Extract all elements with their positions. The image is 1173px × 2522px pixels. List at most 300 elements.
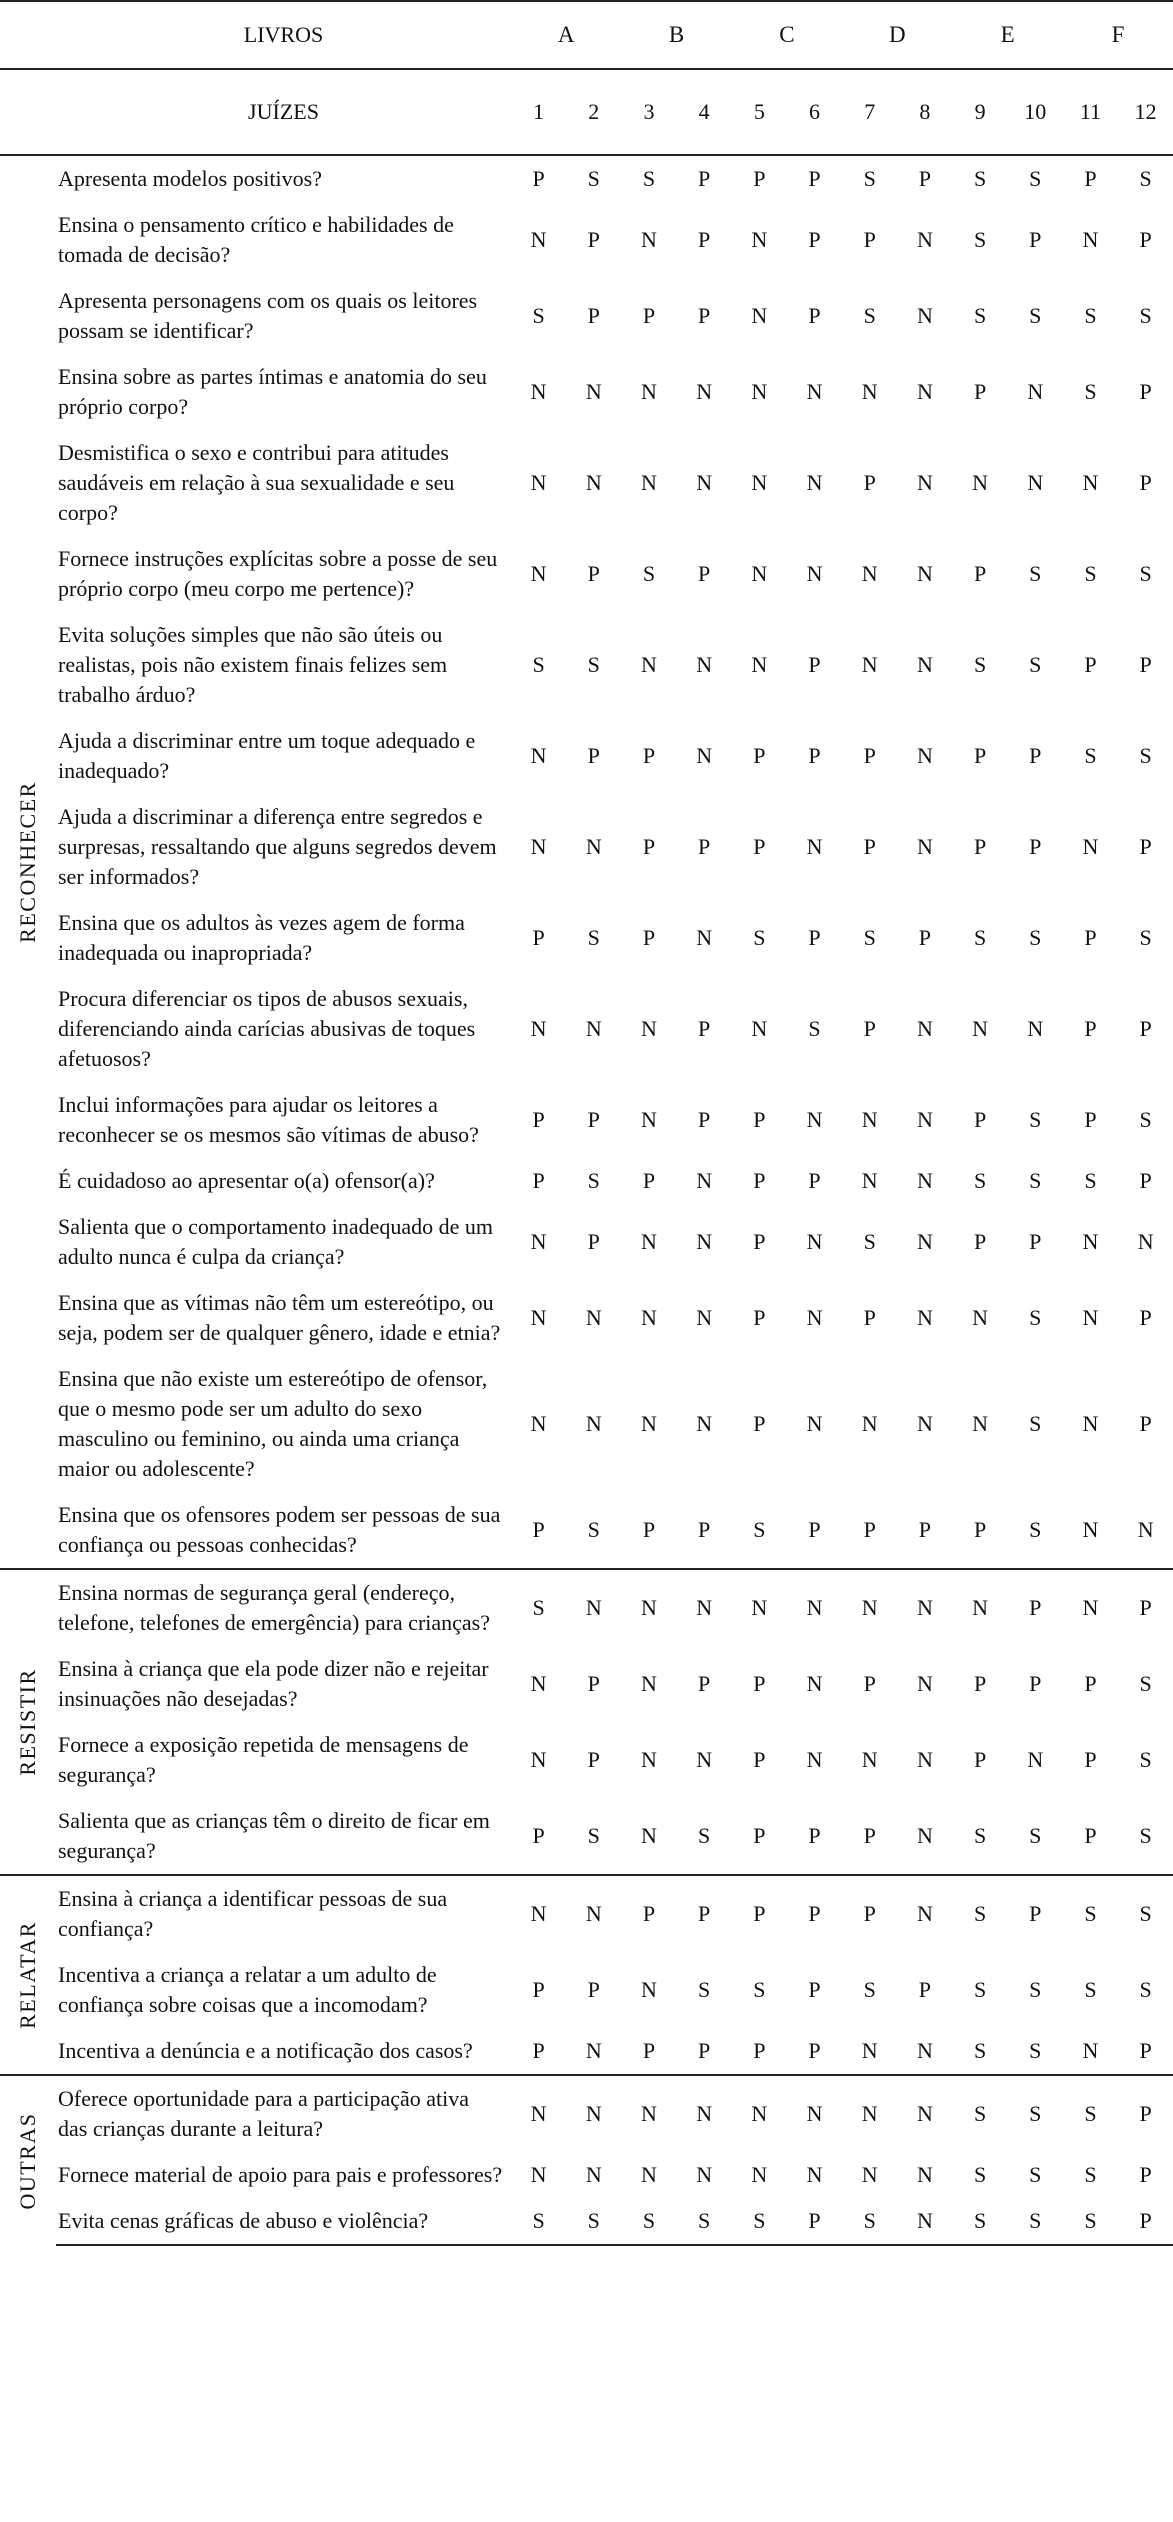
rating-cell: P [587, 1747, 600, 1772]
rating-cell: P [698, 1517, 711, 1542]
rating-cell: S [1029, 1823, 1042, 1848]
rating-cell: S [1084, 1977, 1097, 2002]
rating-cell: N [585, 834, 602, 859]
rating-cell: S [808, 1016, 821, 1041]
rating-cell: P [587, 1229, 600, 1254]
rating-cell: P [698, 1016, 711, 1041]
rating-cell: P [808, 1823, 821, 1848]
question-text: Incentiva a criança a relatar a um adulto de confiança sobre coisas que a incomodam? [58, 1962, 437, 2017]
rating-cell: S [1139, 561, 1152, 586]
table-row [0, 1646, 1173, 1722]
rating-cell: P [1139, 1305, 1152, 1330]
question-text: Ensina sobre as partes íntimas e anatomia do seu próprio corpo? [58, 364, 487, 419]
rating-cell: S [1063, 2075, 1118, 2152]
rating-cell: P [863, 1517, 876, 1542]
judges-header-row [0, 69, 1173, 155]
section-cell [0, 2075, 56, 2245]
rating-cell: N [530, 379, 547, 404]
rating-cell: N [641, 1107, 657, 1132]
rating-cell: S [621, 155, 676, 202]
question-text: Ensina normas de segurança geral (endereço, telefone, telefones de emergência) para crianças? [56, 1569, 511, 1646]
section-cell [0, 155, 56, 1569]
rating-cell: P [698, 2038, 711, 2063]
rating-cell: N [621, 1569, 676, 1646]
judge-header: 10 [1008, 69, 1063, 155]
rating-cell: N [530, 1411, 547, 1436]
rating-cell: N [916, 834, 933, 859]
question-text: Ajuda a discriminar entre um toque adequado e inadequado? [58, 728, 476, 783]
rating-cell: P [532, 1168, 545, 1193]
rating-cell: P [1139, 1016, 1152, 1041]
rating-cell: N [916, 1016, 933, 1041]
rating-cell: N [916, 379, 933, 404]
rating-cell: N [1027, 1016, 1044, 1041]
rating-cell: P [1084, 1107, 1097, 1132]
rating-cell: S [1084, 1168, 1097, 1193]
judge-header: 8 [897, 69, 952, 155]
question-text: Desmistifica o sexo e contribui para atitudes saudáveis em relação à sua sexualidade e seu corpo? [58, 440, 455, 525]
rating-cell: N [1082, 1229, 1099, 1254]
rating-cell: S [1118, 1875, 1173, 1952]
rating-cell: P [698, 303, 711, 328]
rating-cell: P [973, 1671, 987, 1696]
rating-cell: N [972, 1305, 989, 1330]
rating-cell: N [641, 652, 657, 677]
rating-cell: N [751, 2162, 768, 2187]
rating-cell: S [732, 2198, 787, 2245]
rating-cell: P [973, 743, 987, 768]
rating-cell: P [863, 1016, 876, 1041]
rating-cell: S [863, 303, 876, 328]
judge-header: 6 [787, 69, 842, 155]
rating-cell: P [532, 2038, 545, 2063]
judge-header: 11 [1063, 69, 1118, 155]
rating-cell: P [1029, 227, 1042, 252]
section-label: OUTRAS [15, 2111, 40, 2210]
rating-cell: S [1084, 379, 1097, 404]
rating-cell: N [1027, 1747, 1044, 1772]
rating-cell: P [753, 743, 766, 768]
section-cell [0, 1569, 56, 1875]
rating-cell: P [677, 155, 732, 202]
rating-cell: S [863, 1229, 876, 1254]
rating-cell: N [972, 1016, 989, 1041]
rating-cell: N [732, 1569, 787, 1646]
book-a-header: A [511, 1, 621, 69]
rating-cell: P [897, 155, 952, 202]
rating-cell: P [808, 2038, 821, 2063]
rating-cell: N [861, 1107, 878, 1132]
rating-cell: N [641, 2162, 657, 2187]
book-c-header: C [732, 1, 842, 69]
rating-cell: N [916, 2162, 933, 2187]
table-row [0, 202, 1173, 278]
rating-cell: S [753, 1977, 766, 2002]
rating-cell: N [916, 470, 933, 495]
rating-cell: S [587, 925, 600, 950]
rating-cell: S [1118, 155, 1173, 202]
table-row [0, 155, 1173, 202]
question-text: Ensina que as vítimas não têm um estereótipo, ou seja, podem ser de qualquer gênero, idade e etnia? [58, 1290, 501, 1345]
rating-cell: S [511, 1569, 566, 1646]
rating-cell: P [532, 1977, 545, 2002]
rating-cell: P [787, 2198, 842, 2245]
rating-cell: N [677, 2075, 732, 2152]
rating-cell: P [753, 1229, 766, 1254]
rating-cell: N [1063, 1569, 1118, 1646]
table-row [0, 794, 1173, 900]
rating-cell: P [808, 1977, 821, 2002]
rating-cell: S [1029, 1977, 1042, 2002]
rating-cell: N [585, 379, 602, 404]
rating-cell: N [842, 2075, 897, 2152]
rating-cell: S [1063, 2198, 1118, 2245]
rating-cell: P [918, 925, 932, 950]
table-row [0, 1569, 1173, 1646]
rating-cell: N [677, 1569, 732, 1646]
rating-cell: N [530, 470, 547, 495]
rating-cell: N [916, 652, 933, 677]
rating-cell: P [642, 1168, 656, 1193]
rating-cell: S [1008, 155, 1063, 202]
book-b-header: B [621, 1, 731, 69]
table-row [0, 1722, 1173, 1798]
books-label: LIVROS [56, 1, 511, 69]
judge-header: 5 [732, 69, 787, 155]
rating-cell: N [916, 1411, 933, 1436]
table-row [0, 1280, 1173, 1356]
rating-cell: N [585, 1305, 602, 1330]
rating-cell: P [732, 1875, 787, 1952]
rating-cell: N [585, 2162, 602, 2187]
table-row [0, 1204, 1173, 1280]
rating-cell: P [621, 1875, 676, 1952]
rating-cell: N [806, 1671, 823, 1696]
rating-cell: S [1139, 1747, 1152, 1772]
rating-cell: N [530, 834, 547, 859]
rating-cell: S [532, 652, 545, 677]
rating-cell: N [530, 2162, 547, 2187]
rating-cell: S [1029, 561, 1042, 586]
question-text: Ajuda a discriminar a diferença entre segredos e surpresas, ressaltando que alguns segredos devem ser informados? [58, 804, 497, 889]
rating-cell: N [641, 227, 657, 252]
rating-cell: N [566, 1569, 621, 1646]
rating-cell: N [1137, 1517, 1154, 1542]
rating-cell: P [1139, 2038, 1152, 2063]
rating-cell: N [897, 2075, 952, 2152]
table-row [0, 1875, 1173, 1952]
rating-cell: P [973, 1229, 987, 1254]
rating-cell: N [511, 2075, 566, 2152]
rating-cell: S [621, 2198, 676, 2245]
rating-cell: S [1084, 561, 1097, 586]
rating-cell: N [972, 470, 989, 495]
rating-cell: S [1029, 1411, 1042, 1436]
question-text: Apresenta personagens com os quais os leitores possam se identificar? [58, 288, 478, 343]
rating-cell: S [677, 2198, 732, 2245]
rating-cell: S [1029, 1107, 1042, 1132]
rating-cell: N [1082, 1517, 1099, 1542]
rating-cell: P [973, 1107, 987, 1132]
rating-cell: N [916, 1229, 933, 1254]
rating-cell: S [863, 1977, 876, 2002]
rating-cell: N [1027, 379, 1044, 404]
rating-cell: P [808, 303, 821, 328]
judges-label: JUÍZES [56, 69, 511, 155]
question-text: Ensina à criança a identificar pessoas de sua confiança? [56, 1875, 511, 1952]
rating-cell: N [1082, 470, 1099, 495]
rating-cell: P [587, 227, 600, 252]
rating-cell: N [861, 652, 878, 677]
rating-cell: N [530, 743, 547, 768]
rating-cell: S [1029, 1517, 1042, 1542]
rating-cell: P [918, 1517, 932, 1542]
question-text: Ensina que os ofensores podem ser pessoas de sua confiança ou pessoas conhecidas? [58, 1502, 501, 1557]
rating-cell: S [1139, 743, 1152, 768]
rating-cell: N [566, 2075, 621, 2152]
rating-cell: S [973, 1977, 987, 2002]
rating-cell: N [861, 1168, 878, 1193]
rating-cell: S [753, 925, 766, 950]
rating-cell: P [973, 561, 987, 586]
rating-cell: P [587, 1977, 600, 2002]
question-text: Salienta que as crianças têm o direito de ficar em segurança? [58, 1808, 490, 1863]
rating-cell: N [1082, 2038, 1099, 2063]
rating-cell: P [973, 834, 987, 859]
rating-cell: P [698, 834, 711, 859]
rating-cell: P [787, 1875, 842, 1952]
rating-cell: S [1029, 2162, 1042, 2187]
rating-cell: P [642, 2038, 656, 2063]
rating-cell: P [808, 1168, 821, 1193]
rating-cell: P [532, 1107, 545, 1132]
rating-cell: N [511, 1875, 566, 1952]
rating-cell: S [953, 2198, 1008, 2245]
rating-cell: P [863, 743, 876, 768]
section-label: RESISTIR [15, 1668, 40, 1776]
judge-header: 2 [566, 69, 621, 155]
rating-cell: P [1008, 1875, 1063, 1952]
book-e-header: E [953, 1, 1063, 69]
rating-cell: S [642, 561, 656, 586]
rating-cell: N [1082, 1305, 1099, 1330]
rating-cell: S [587, 1517, 600, 1542]
rating-cell: N [696, 652, 713, 677]
section-cell [0, 1875, 56, 2075]
rating-cell: N [806, 2162, 823, 2187]
rating-cell: P [1084, 1747, 1097, 1772]
rating-cell: S [532, 303, 545, 328]
rating-cell: N [751, 1016, 768, 1041]
rating-cell: P [1029, 1229, 1042, 1254]
rating-cell: S [973, 303, 987, 328]
rating-cell: N [696, 1229, 713, 1254]
question-text: Procura diferenciar os tipos de abusos sexuais, diferenciando ainda carícias abusivas de toques afetuosos? [58, 986, 476, 1071]
rating-cell: P [753, 834, 766, 859]
rating-cell: P [698, 561, 711, 586]
rating-cell: N [842, 1569, 897, 1646]
rating-cell: P [677, 1875, 732, 1952]
books-header-row [0, 1, 1173, 69]
rating-cell: N [585, 1411, 602, 1436]
question-text: Evita cenas gráficas de abuso e violência? [56, 2198, 511, 2245]
rating-cell: N [897, 2198, 952, 2245]
rating-cell: S [953, 1875, 1008, 1952]
rating-cell: P [532, 925, 545, 950]
question-text: Fornece a exposição repetida de mensagens de segurança? [58, 1732, 469, 1787]
table-row [0, 1356, 1173, 1492]
rating-cell: P [1139, 1168, 1152, 1193]
rating-cell: S [1029, 1168, 1042, 1193]
rating-cell: N [585, 470, 602, 495]
rating-cell: P [1084, 1823, 1097, 1848]
table-row [0, 536, 1173, 612]
book-d-header: D [842, 1, 952, 69]
rating-cell: N [806, 470, 823, 495]
rating-cell: P [1029, 834, 1042, 859]
rating-cell: P [842, 1875, 897, 1952]
rating-cell: S [587, 1168, 600, 1193]
rating-cell: P [863, 470, 876, 495]
question-text: Ensina que não existe um estereótipo de ofensor, que o mesmo pode ser um adulto do sexo masculino ou feminino, ou ainda uma criança maior ou adolescente? [58, 1366, 488, 1481]
rating-cell: P [1029, 743, 1042, 768]
rating-cell: P [753, 1107, 766, 1132]
rating-cell: P [808, 652, 821, 677]
rating-cell: N [696, 1411, 713, 1436]
rating-cell: N [897, 1569, 952, 1646]
rating-cell: S [1008, 2075, 1063, 2152]
rating-cell: P [532, 1517, 545, 1542]
rating-cell: S [1029, 925, 1042, 950]
rating-cell: N [621, 2075, 676, 2152]
rating-cell: N [641, 379, 657, 404]
rating-cell: N [1082, 834, 1099, 859]
rating-cell: S [587, 1823, 600, 1848]
judge-header: 9 [953, 69, 1008, 155]
rating-cell: P [753, 1747, 766, 1772]
rating-cell: S [698, 1823, 711, 1848]
rating-cell: N [641, 470, 657, 495]
rating-cell: N [916, 1747, 933, 1772]
question-text: Ensina que os adultos às vezes agem de forma inadequada ou inapropriada? [58, 910, 465, 965]
rating-cell: N [696, 379, 713, 404]
rating-cell: S [863, 925, 876, 950]
rating-cell: N [806, 1107, 823, 1132]
rating-cell: S [566, 155, 621, 202]
rating-cell: S [1139, 1823, 1152, 1848]
rating-cell: P [642, 1517, 656, 1542]
rating-cell: S [973, 2038, 987, 2063]
rating-cell: N [1137, 1229, 1154, 1254]
rating-cell: N [787, 2075, 842, 2152]
rating-cell: P [787, 155, 842, 202]
rating-cell: N [806, 1747, 823, 1772]
rating-cell: P [973, 1747, 987, 1772]
rating-cell: P [1084, 1016, 1097, 1041]
rating-cell: N [530, 227, 547, 252]
rating-cell: S [566, 2198, 621, 2245]
rating-cell: S [1139, 925, 1152, 950]
judge-header: 7 [842, 69, 897, 155]
rating-cell: N [1082, 1411, 1099, 1436]
table-row [0, 718, 1173, 794]
table-row [0, 2152, 1173, 2198]
question-text: Ensina à criança que ela pode dizer não e rejeitar insinuações não desejadas? [58, 1656, 489, 1711]
rating-cell: N [696, 1305, 713, 1330]
question-text: Ensina o pensamento crítico e habilidades de tomada de decisão? [58, 212, 454, 267]
rating-cell: N [641, 1747, 657, 1772]
rating-cell: S [1063, 1875, 1118, 1952]
rating-cell: N [861, 2038, 878, 2063]
rating-cell: N [806, 1411, 823, 1436]
rating-cell: N [916, 1305, 933, 1330]
rating-cell: N [916, 227, 933, 252]
rating-cell: N [530, 1016, 547, 1041]
book-f-header: F [1063, 1, 1173, 69]
rating-cell: S [973, 1168, 987, 1193]
rating-cell: P [642, 925, 656, 950]
rating-cell: P [918, 1977, 932, 2002]
rating-cell: P [808, 743, 821, 768]
rating-cell: N [641, 1305, 657, 1330]
rating-cell: P [808, 1517, 821, 1542]
rating-cell: S [1029, 1305, 1042, 1330]
rating-cell: S [1029, 303, 1042, 328]
table-row [0, 900, 1173, 976]
rating-cell: N [641, 1016, 657, 1041]
rating-cell: N [1027, 470, 1044, 495]
rating-cell: N [751, 379, 768, 404]
rating-cell: P [753, 1168, 766, 1193]
rating-cell: S [587, 652, 600, 677]
rating-cell: N [732, 2075, 787, 2152]
rating-cell: S [1084, 2162, 1097, 2187]
rating-cell: S [1139, 303, 1152, 328]
judge-header: 3 [621, 69, 676, 155]
table-row [0, 354, 1173, 430]
judge-header: 1 [511, 69, 566, 155]
rating-cell: P [1139, 227, 1152, 252]
rating-cell: N [530, 1229, 547, 1254]
rating-cell: P [698, 1671, 711, 1696]
rating-cell: P [587, 1107, 600, 1132]
judge-header: 4 [677, 69, 732, 155]
rating-cell: P [753, 1305, 766, 1330]
rating-cell: S [753, 1517, 766, 1542]
rating-cell: P [698, 227, 711, 252]
rating-cell: P [642, 834, 656, 859]
blank-header-cell [0, 1, 56, 69]
rating-cell: N [787, 1569, 842, 1646]
rating-cell: S [953, 155, 1008, 202]
rating-cell: N [530, 1747, 547, 1772]
rating-cell: P [863, 1671, 876, 1696]
rating-cell: N [861, 1411, 878, 1436]
table-row [0, 278, 1173, 354]
rating-cell: N [1082, 227, 1099, 252]
rating-cell: N [953, 1569, 1008, 1646]
rating-cell: N [972, 1411, 989, 1436]
rating-cell: P [587, 561, 600, 586]
question-text: Apresenta modelos positivos? [56, 155, 511, 202]
rating-cell: N [530, 1305, 547, 1330]
rating-cell: P [511, 155, 566, 202]
rating-cell: N [806, 1229, 823, 1254]
rating-cell: N [566, 1875, 621, 1952]
rating-cell: P [698, 1107, 711, 1132]
rating-cell: S [1139, 1977, 1152, 2002]
rating-cell: P [1118, 2198, 1173, 2245]
